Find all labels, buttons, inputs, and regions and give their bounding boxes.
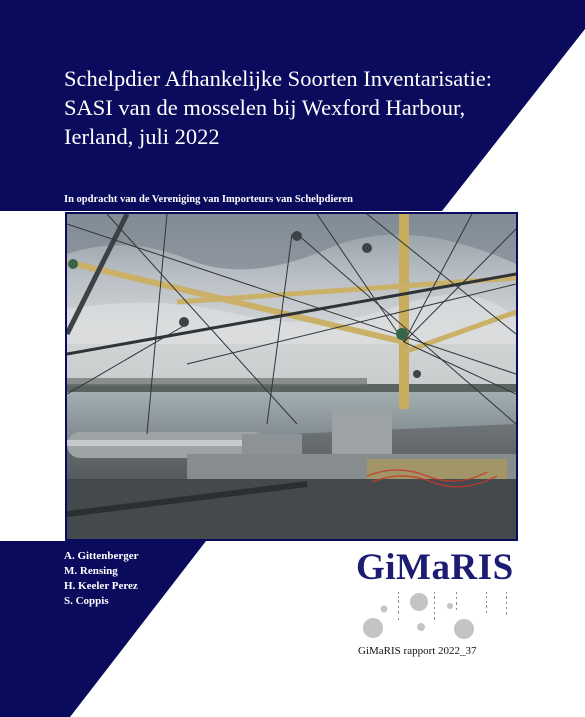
author-name: H. Keeler Perez [64, 580, 138, 592]
commission-line: In opdracht van de Vereniging van Importeurs van Schelpdieren [64, 194, 353, 205]
logo-bubbles [356, 590, 526, 646]
title-line-1: Schelpdier Afhankelijke Soorten Inventarisatie: [64, 66, 492, 91]
cover-photo [65, 212, 518, 541]
report-title [64, 64, 564, 151]
report-number: GiMaRIS rapport 2022_37 [358, 645, 477, 657]
author-name: S. Coppis [64, 595, 109, 607]
author-name: A. Gittenberger [64, 550, 139, 562]
author-name: M. Rensing [64, 565, 118, 577]
author-list [64, 549, 139, 609]
logo-wordmark: GiMaRIS [356, 547, 514, 588]
title-line-2: SASI van de mosselen bij Wexford Harbour, [64, 95, 466, 120]
title-line-3: Ierland, juli 2022 [64, 124, 220, 149]
